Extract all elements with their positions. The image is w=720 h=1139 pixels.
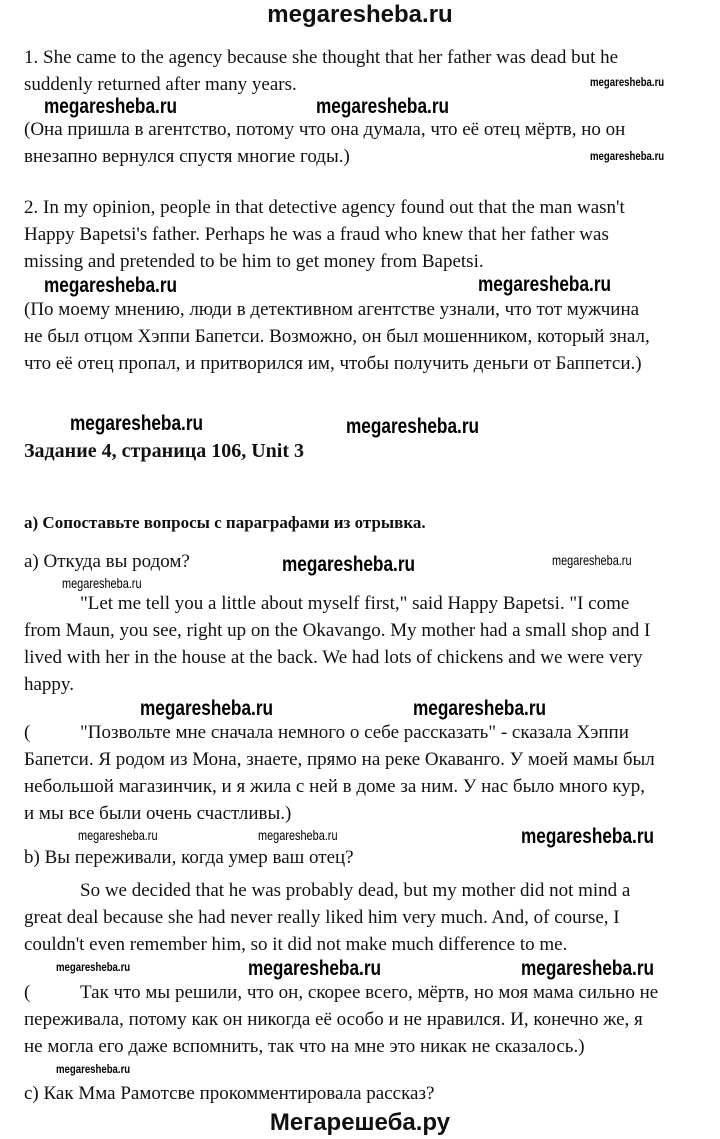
watermark: megaresheba.ru [56,960,131,974]
paren: ( [24,982,31,1003]
question-b-ru-line: не могла его даже вспомнить, так что на мне это никак не сказалось.) [24,1036,585,1057]
question-b: b) Вы переживали, когда умер ваш отец? [24,847,354,868]
watermark: megaresheba.ru [346,415,480,438]
watermark: megaresheba.ru [316,95,450,118]
question-b-en-line [24,880,630,902]
question-a-ru-line: небольшой магазинчик, и я жила с ней в доме за ним. У нас было много кур, [24,776,646,797]
question-a-en-line [24,593,629,615]
watermark: megaresheba.ru [521,957,655,980]
task-instruction: a) Сопоставьте вопросы с параграфами из отрывка. [24,513,426,532]
answer1-line: suddenly returned after many years. [24,74,297,95]
answer1-ru-line: (Она пришла в агентство, потому что она думала, что её отец мёртв, но он [24,119,626,140]
answer2-ru-line: (По моему мнению, люди в детективном агентстве узнали, что тот мужчина [24,299,640,320]
site-title: megaresheba.ru [267,1,453,28]
text: Так что мы решили, что он, скорее всего, мёртв, но моя мама сильно не [80,982,659,1003]
watermark: megaresheba.ru [140,697,274,720]
question-a: a) Откуда вы родом? [24,551,190,572]
text: "Позвольте мне сначала немного о себе рассказать" - сказала Хэппи [80,722,629,743]
question-c: c) Как Мма Рамотсве прокомментировала рассказ? [24,1083,435,1104]
text: So we decided that he was probably dead, but my mother did not mind a [80,880,631,901]
answer2-line: missing and pretended to be him to get money from Bapetsi. [24,251,484,272]
task-heading: Задание 4, страница 106, Unit 3 [24,440,305,462]
question-a-ru-line [24,722,629,744]
watermark: megaresheba.ru [258,827,338,843]
answer2-ru-line: что её отец пропал, и притворился им, чтобы получить деньги от Баппетси.) [24,353,642,374]
watermark: megaresheba.ru [590,75,665,89]
question-a-en-line: lived with her in the house at the back. We had lots of chickens and we were very [24,647,643,668]
question-a-ru-line: Бапетси. Я родом из Мона, знаете, прямо на реке Окаванго. У моей мамы был [24,749,655,770]
watermark: megaresheba.ru [413,697,547,720]
watermark: megaresheba.ru [590,149,665,163]
watermark: megaresheba.ru [56,1062,131,1076]
question-a-en-line: from Maun, you see, right up on the Okavango. My mother had a small shop and I [24,620,651,641]
question-a-en-line: happy. [24,674,74,695]
watermark: megaresheba.ru [552,552,632,568]
paren: ( [24,722,31,743]
question-b-ru-line [24,982,658,1004]
footer-site-name: Мегарешеба.ру [269,1109,451,1136]
watermark: megaresheba.ru [521,825,655,848]
watermark: megaresheba.ru [70,412,204,435]
text: "Let me tell you a little about myself first," said Happy Bapetsi. "I come [80,593,630,614]
watermark: megaresheba.ru [78,827,158,843]
answer2-line: Happy Bapetsi's father. Perhaps he was a fraud who knew that her father was [24,224,609,245]
question-b-en-line: great deal because she had never really liked him very much. And, of course, I [24,907,620,928]
answer2-ru-line: не был отцом Хэппи Бапетси. Возможно, он был мошенником, который знал, [24,326,650,347]
watermark: megaresheba.ru [44,95,178,118]
question-a-ru-line: и мы все были очень счастливы.) [24,803,292,824]
question-b-ru-line: переживала, потому как он никогда её особо и не нравился. И, конечно же, я [24,1009,643,1030]
answer1-line: 1. She came to the agency because she thought that her father was dead but he [24,47,619,68]
answer1-ru-line: внезапно вернулся спустя многие годы.) [24,146,350,167]
answer2-line: 2. In my opinion, people in that detective agency found out that the man wasn't [24,197,625,218]
watermark: megaresheba.ru [282,553,416,576]
watermark: megaresheba.ru [62,575,142,591]
watermark: megaresheba.ru [44,274,178,297]
question-b-en-line: couldn't even remember him, so it did not make much difference to me. [24,934,568,955]
watermark: megaresheba.ru [248,957,382,980]
watermark: megaresheba.ru [478,273,612,296]
